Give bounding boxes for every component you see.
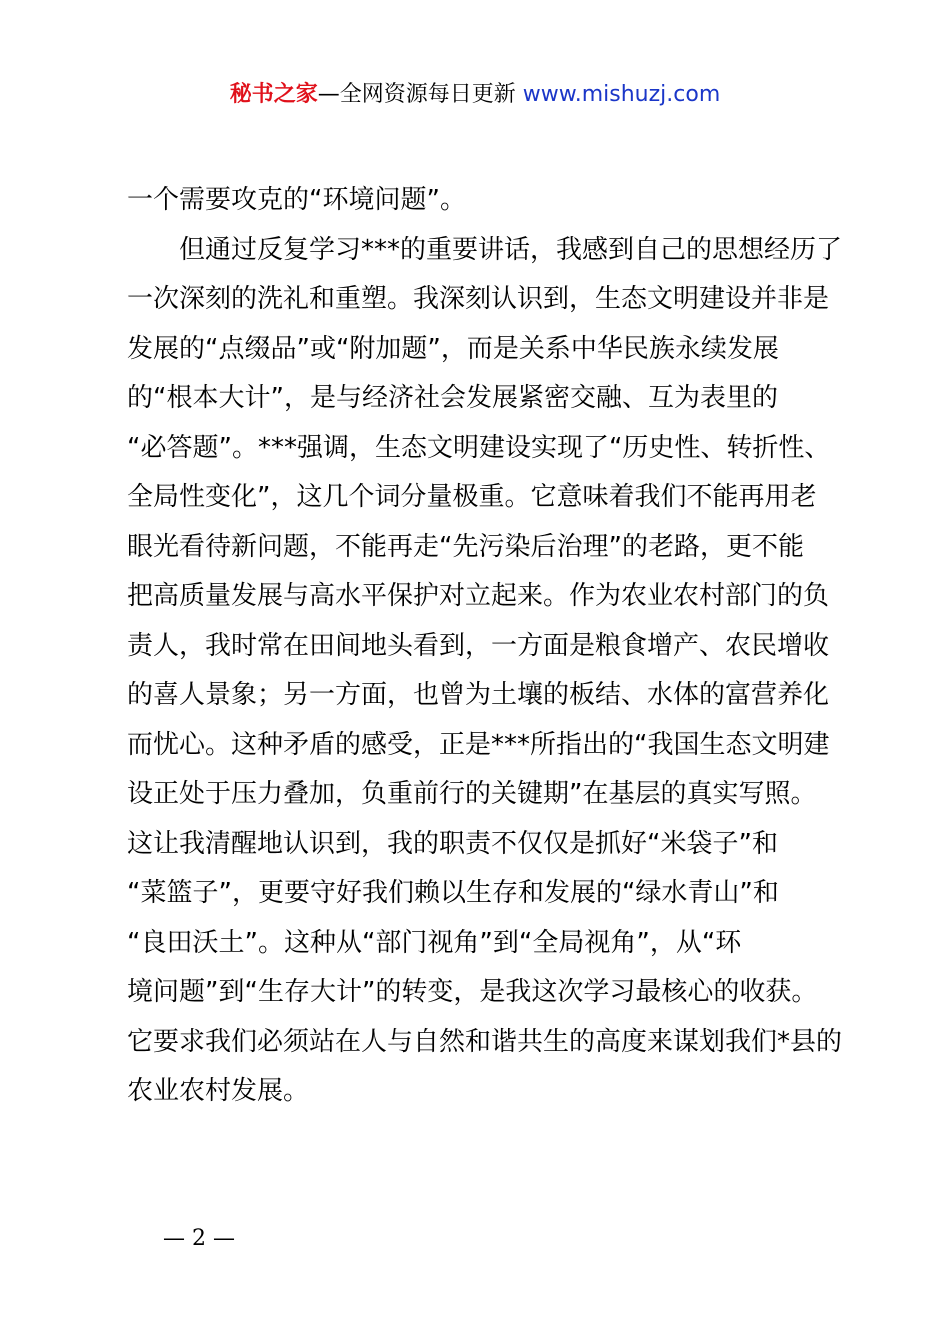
body-line: 发展的“点缀品”或“附加题”，而是关系中华民族永续发展: [127, 333, 779, 364]
page-number: — 2 —: [163, 1226, 235, 1251]
body-line: 全局性变化”，这几个词分量极重。它意味着我们不能再用老: [127, 482, 817, 512]
body-line: “良田沃土”。这种从“部门视角”到“全局视角”，从“环: [127, 927, 742, 958]
body-line: 一个需要攻克的“环境问题”。: [127, 185, 466, 215]
body-line: 眼光看待新问题，不能再走“先污染后治理”的老路，更不能: [127, 531, 804, 562]
body-line: “必答题”。***强调，生态文明建设实现了“历史性、转折性、: [127, 432, 831, 463]
body-line: 把高质量发展与高水平保护对立起来。作为农业农村部门的负: [127, 581, 830, 611]
body-line: 境问题”到“生存大计”的转变，是我这次学习最核心的收获。: [127, 977, 818, 1007]
page-header: [0, 80, 950, 110]
body-line: 一次深刻的洗礼和重塑。我深刻认识到，生态文明建设并非是: [127, 284, 830, 314]
body-line: 责人，我时常在田间地头看到，一方面是粮食增产、农民增收: [127, 630, 830, 661]
body-line: 而忧心。这种矛盾的感受，正是***所指出的“我国生态文明建: [127, 729, 830, 760]
body-line: 它要求我们必须站在人与自然和谐共生的高度来谋划我们*县的: [127, 1026, 843, 1057]
body-line: 的喜人景象；另一方面，也曾为土壤的板结、水体的富营养化: [127, 680, 830, 710]
document-body: [127, 176, 843, 1117]
body-line: 但通过反复学习***的重要讲话，我感到自己的思想经历了: [127, 234, 843, 265]
body-line: 的“根本大计”，是与经济社会发展紧密交融、互为表里的: [127, 383, 778, 413]
body-line: 设正处于压力叠加，负重前行的关键期”在基层的真实写照。: [127, 779, 817, 809]
body-line: “菜篮子”，更要守好我们赖以生存和发展的“绿水青山”和: [127, 878, 779, 908]
site-url-link[interactable]: www.mishuzj.com: [522, 82, 721, 107]
body-line: 这让我清醒地认识到，我的职责不仅仅是抓好“米袋子”和: [127, 828, 778, 859]
header-tagline: —全网资源每日更新: [317, 82, 523, 107]
body-line: 农业农村发展。: [127, 1076, 310, 1106]
brand-name: 秘书之家: [229, 82, 318, 107]
